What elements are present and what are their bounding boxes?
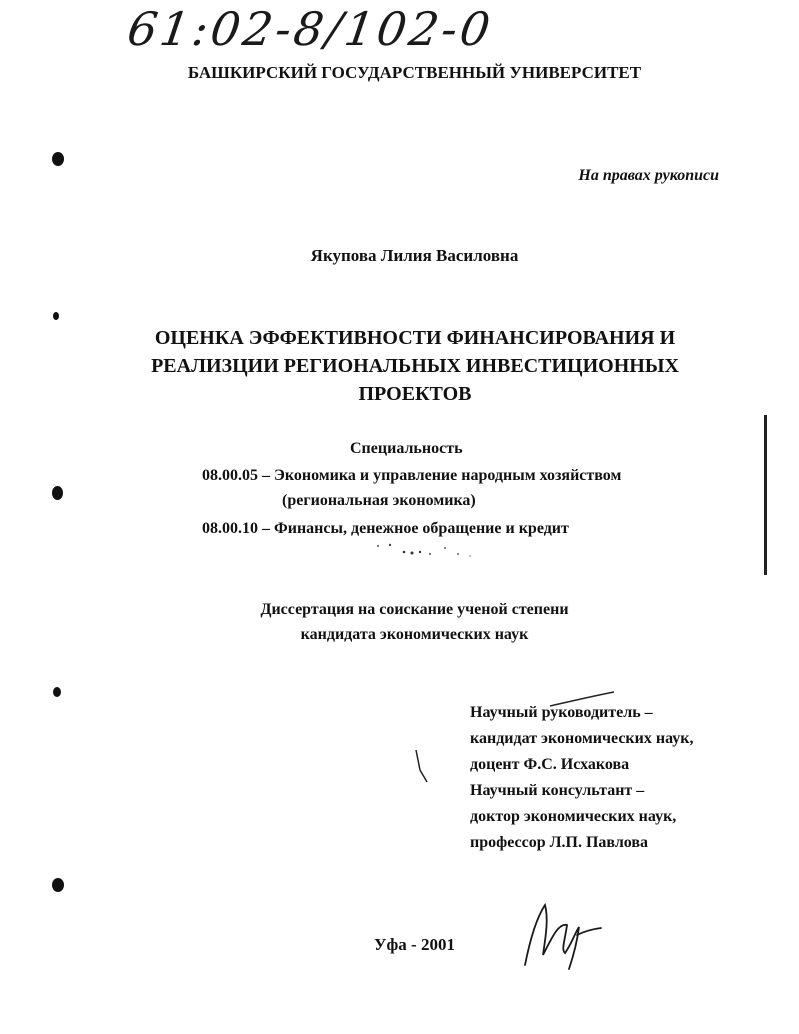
university-name: БАШКИРСКИЙ ГОСУДАРСТВЕННЫЙ УНИВЕРСИТЕТ: [187, 63, 642, 82]
handwritten-archive-code: 61:02-8/102-0: [124, 2, 497, 56]
manuscript-rights-note: На правах рукописи: [578, 167, 719, 184]
pen-tick-mark: [412, 748, 432, 788]
binder-hole-mark: [53, 312, 59, 320]
advisor-line: Научный консультант –: [470, 782, 645, 799]
advisor-line: кандидат экономических наук,: [470, 730, 694, 747]
thesis-line-2: кандидата экономических наук: [300, 626, 529, 643]
thesis-statement: [0, 597, 799, 647]
author-name: Якупова Лилия Василовна: [310, 246, 519, 265]
binder-hole-mark: [53, 687, 61, 697]
binder-hole-mark: [52, 878, 64, 892]
specialty-item-2: 08.00.10 – Финансы, денежное обращение и кредит: [202, 520, 569, 537]
advisor-line: доцент Ф.С. Исхакова: [470, 756, 630, 773]
handwritten-signature: [515, 895, 605, 975]
specialty-item-1-continuation: (региональная экономика): [282, 492, 476, 509]
scan-margin-line: [764, 415, 767, 575]
advisor-line: доктор экономических наук,: [470, 808, 677, 825]
dissertation-title: [120, 324, 710, 408]
thesis-line-1: Диссертация на соискание ученой степени: [260, 601, 569, 618]
advisor-line: Научный руководитель –: [470, 704, 653, 721]
advisor-line: профессор Л.П. Павлова: [470, 834, 649, 851]
pen-strike-mark: [548, 690, 618, 710]
binder-hole-mark: [52, 152, 64, 166]
specialty-item-1: 08.00.05 – Экономика и управление народным хозяйством: [202, 467, 622, 484]
title-line-2: РЕАЛИЗЦИИ РЕГИОНАЛЬНЫХ ИНВЕСТИЦИОННЫХ: [151, 355, 679, 377]
title-line-3: ПРОЕКТОВ: [358, 383, 472, 405]
binder-hole-mark: [52, 486, 63, 500]
title-line-1: ОЦЕНКА ЭФФЕКТИВНОСТИ ФИНАНСИРОВАНИЯ И: [154, 327, 676, 349]
scan-noise-specks: [370, 540, 480, 564]
specialty-heading: Специальность: [350, 440, 463, 457]
advisors-block: [470, 700, 693, 856]
place-and-year: Уфа - 2001: [374, 935, 455, 954]
